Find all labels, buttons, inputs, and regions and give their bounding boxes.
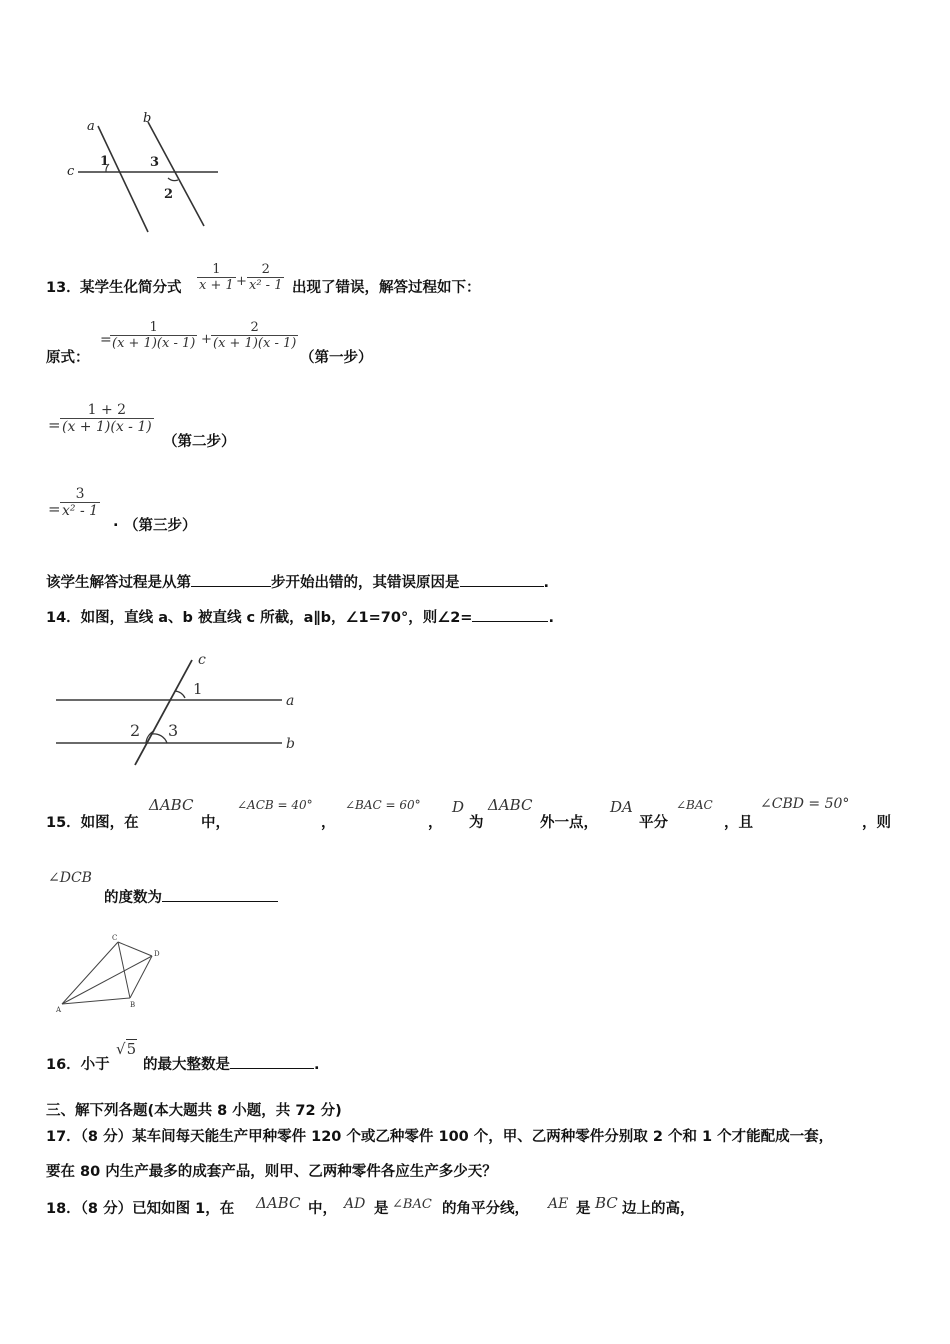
q15-outside: 外一点， — [540, 815, 598, 831]
q13-step2-eq: = — [48, 416, 61, 434]
q15-comma-2: ， — [428, 815, 443, 831]
q15-pingfen: 平分 — [639, 815, 668, 831]
q15-point-d: D — [452, 798, 465, 816]
figure-q14 — [50, 650, 310, 772]
q13-step1-label: （第一步） — [300, 350, 373, 366]
q13-step1-fraction-1 — [110, 320, 197, 351]
fig14-label-a: a — [286, 693, 295, 709]
q15-angle-dcb: ∠DCB — [48, 870, 92, 886]
q18-zhong: 中， — [308, 1201, 337, 1217]
q15-angle-bac: ∠BAC = 60° — [345, 798, 421, 812]
q13-suffix: 出现了错误，解答过程如下： — [292, 280, 481, 296]
q13-step2-fraction — [60, 402, 154, 435]
section-3-title: 三、解下列各题(本大题共 8 小题，共 72 分) — [46, 1103, 342, 1119]
q13-f1-num: 1 — [212, 262, 221, 277]
q13-number: 13． — [46, 280, 81, 296]
q13-s1-f2-den: (x + 1)(x - 1) — [213, 336, 297, 351]
q13-step1-eq: = — [100, 332, 112, 348]
fig12-angle-1: 1 — [100, 154, 110, 169]
fig14-label-b: b — [286, 736, 295, 752]
q16-sqrt: √5 — [116, 1040, 137, 1058]
q13-step3-dot: . — [113, 514, 119, 530]
q13-step3-fraction — [60, 486, 100, 519]
q13-question-a: 该学生解答过程是从第 — [46, 575, 191, 591]
q15-segment-da: DA — [610, 798, 633, 816]
q13-s1-f1-num: 1 — [149, 320, 158, 335]
q13-f2-num: 2 — [261, 262, 270, 277]
fig14-angle-2: 2 — [130, 721, 141, 740]
q14-end: . — [548, 610, 554, 626]
q15-triangle-1: ΔABC — [149, 796, 194, 814]
q13-answer-blank-reason[interactable] — [460, 572, 544, 587]
q13-f2-den: x² - 1 — [249, 278, 283, 293]
q13-f1-den: x + 1 — [199, 278, 234, 293]
q13-s2-num: 1 + 2 — [87, 402, 127, 418]
q18-bisector: 的角平分线， — [442, 1201, 529, 1217]
q13-s3-den: x² - 1 — [62, 503, 99, 519]
q14-text: 14．如图，直线 a、b 被直线 c 所截，a∥b，∠1=70°，则∠2= — [46, 610, 473, 626]
q15-answer-blank[interactable] — [162, 887, 278, 902]
q14-question — [46, 606, 554, 627]
q15-tail — [104, 886, 278, 907]
q13-original-label: 原式： — [46, 350, 90, 366]
q18-shi-2: 是 — [576, 1201, 591, 1217]
q18-segment-ad: AD — [344, 1196, 366, 1212]
q13-step3-eq: = — [48, 500, 61, 518]
q18-shi: 是 — [374, 1201, 389, 1217]
q13-s1-f1-den: (x + 1)(x - 1) — [112, 336, 196, 351]
q13-question-end: . — [543, 575, 550, 591]
q17-line-2: 要在 80 内生产最多的成套产品，则甲、乙两种零件各应生产多少天？ — [46, 1164, 497, 1180]
q18-triangle: ΔABC — [256, 1194, 301, 1212]
q15-ze: ，则 — [862, 815, 891, 831]
q13-s2-den: (x + 1)(x - 1) — [62, 419, 152, 435]
q18-angle-bac: ∠BAC — [392, 1197, 432, 1212]
q16-end: . — [314, 1057, 320, 1073]
q15-tail-text: 的度数为 — [104, 890, 162, 906]
q15-triangle-2: ΔABC — [488, 796, 533, 814]
q18-prefix: 18．（8 分）已知如图 1，在 — [46, 1201, 235, 1217]
q18-segment-bc: BC — [595, 1194, 618, 1212]
q13-step1-plus: + — [201, 332, 212, 347]
q13-step1-fraction-2 — [211, 320, 298, 351]
q13-fraction-1 — [197, 262, 236, 293]
q16-answer-blank[interactable] — [230, 1054, 314, 1069]
q15-angle-bac-2: ∠BAC — [676, 798, 713, 812]
q16-prefix: 16．小于 — [46, 1057, 110, 1073]
q15-angle-cbd: ∠CBD = 50° — [760, 796, 850, 812]
fig12-label-c: c — [67, 164, 75, 179]
fig14-angle-1: 1 — [193, 680, 203, 698]
q17-line-1: 17．（8 分）某车间每天能生产甲种零件 120 个或乙种零件 100 个，甲、乙两种零件分别取 2 个和 1 个才能配成一套， — [46, 1129, 834, 1145]
q16-sqrt-value: 5 — [126, 1040, 137, 1058]
q13-plus: + — [236, 274, 247, 289]
fig14-label-c: c — [198, 652, 206, 668]
q18-segment-ae: AE — [548, 1196, 569, 1212]
fig15-label-b: B — [130, 1001, 136, 1009]
q16-question — [143, 1053, 320, 1074]
q13-fraction-2 — [247, 262, 284, 293]
fig12-label-b: b — [143, 111, 152, 126]
q14-answer-blank[interactable] — [472, 607, 548, 622]
q15-number: 15．如图，在 — [46, 815, 139, 831]
fig12-angle-3: 3 — [150, 155, 160, 170]
fig15-label-c: C — [112, 934, 118, 942]
q13-s3-num: 3 — [75, 486, 85, 502]
fig15-label-d: D — [154, 950, 160, 958]
q13-s1-f2-num: 2 — [250, 320, 259, 335]
fig15-label-a: A — [56, 1006, 62, 1014]
figure-q12 — [60, 108, 230, 238]
q15-comma-1: ， — [321, 815, 336, 831]
q15-wei: 为 — [469, 815, 484, 831]
q13-step2-label: （第二步） — [163, 434, 236, 450]
q13-question-b: 步开始出错的，其错误原因是 — [271, 575, 460, 591]
q13-question — [46, 571, 549, 592]
q18-height: 边上的高， — [622, 1201, 695, 1217]
q16-text: 的最大整数是 — [143, 1057, 230, 1073]
q15-zhong: 中， — [201, 815, 230, 831]
q15-angle-acb: ∠ACB = 40° — [237, 798, 313, 812]
q13-answer-blank-step[interactable] — [191, 572, 271, 587]
fig12-angle-2: 2 — [164, 187, 174, 202]
fig14-angle-3: 3 — [168, 721, 179, 740]
q13-prefix: 某学生化简分式 — [80, 280, 182, 296]
figure-q15 — [50, 932, 170, 1016]
fig12-label-a: a — [87, 119, 95, 134]
q13-step3-label: （第三步） — [124, 518, 197, 534]
q15-qie: ，且 — [724, 815, 753, 831]
